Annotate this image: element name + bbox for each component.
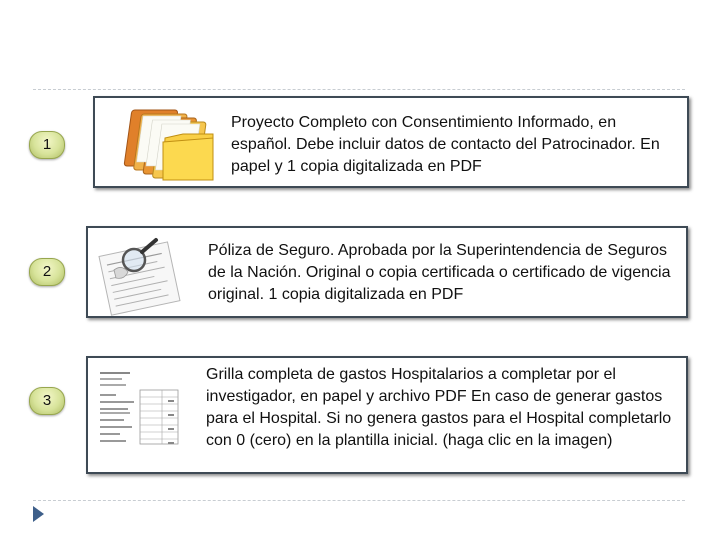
step-badge-1: 1 — [29, 131, 65, 159]
expense-form-icon[interactable] — [96, 366, 184, 466]
step-badge-2: 2 — [29, 258, 65, 286]
item-card-2[interactable] — [86, 226, 688, 318]
item-text-3: Grilla completa de gastos Hospitalarios a completar por el investigador, en papel y archivo PDF En caso de generar gastos para el Hospital. Si no genera gastos para el Hospital completarlo con 0 (cero) en la plantilla inicial. (haga clic en la imagen) — [206, 366, 672, 449]
item-card-1[interactable] — [93, 96, 689, 188]
document-magnifier-icon[interactable] — [96, 230, 188, 316]
item-text-2: Póliza de Seguro. Aprobada por la Superintendencia de Seguros de la Nación. Original o copia certificada o certificado de vigencia original. 1 copia digitalizada en PDF — [208, 242, 671, 303]
item-text-1: Proyecto Completo con Consentimiento Informado, en español. Debe incluir datos de contacto del Patrocinador. En papel y 1 copia digitalizada en PDF — [231, 114, 660, 175]
folders-icon[interactable] — [105, 102, 217, 184]
step-badge-3: 3 — [29, 387, 65, 415]
item-card-3[interactable] — [86, 356, 688, 474]
nav-arrow-icon[interactable] — [33, 506, 44, 522]
top-divider — [33, 89, 685, 90]
bottom-divider — [33, 500, 685, 501]
